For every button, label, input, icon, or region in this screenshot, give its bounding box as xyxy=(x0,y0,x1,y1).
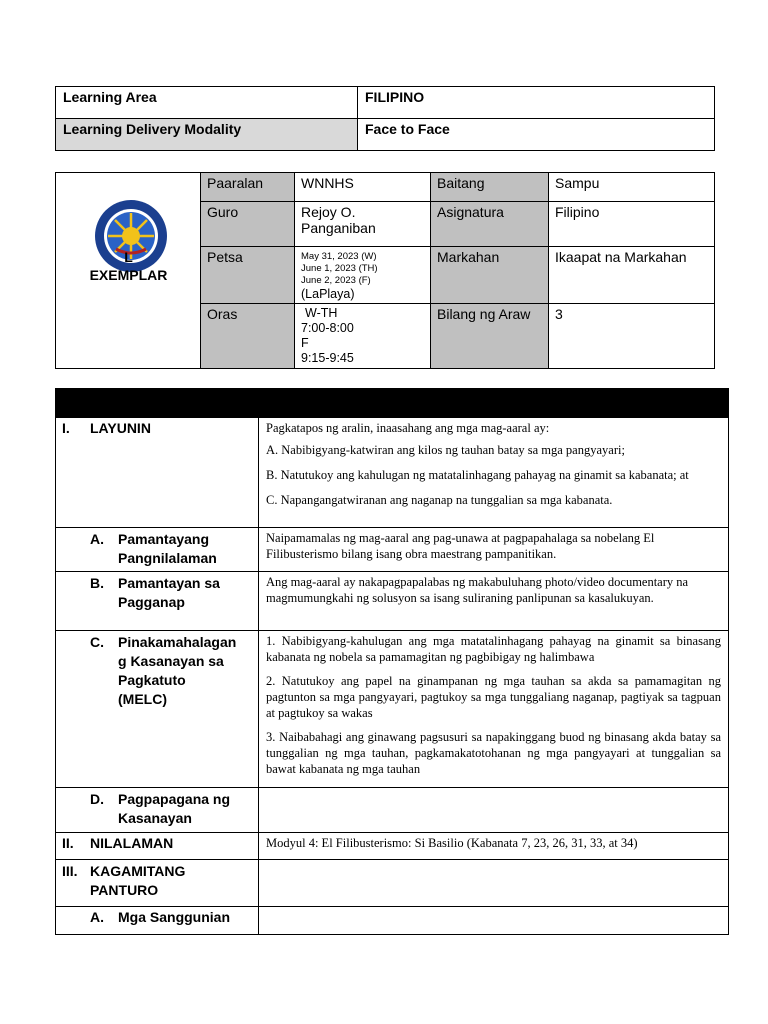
petsa-date-1: May 31, 2023 (W) xyxy=(301,251,377,262)
sanggunian-letter: A. xyxy=(90,909,104,925)
sanggunian-content xyxy=(259,907,729,935)
kagamitan-content xyxy=(259,860,729,907)
layunin-item-c: C. Napangangatwiranan ang naganap na tunggalian sa mga kabanata. xyxy=(266,493,613,507)
baitang-label: Baitang xyxy=(431,173,549,202)
logo-text-line1: L xyxy=(124,249,133,265)
nilalaman-text: Modyul 4: El Filibusterismo: Si Basilio (Kabanata 7, 23, 26, 31, 33, at 34) xyxy=(259,833,729,860)
learning-area-table xyxy=(55,86,715,151)
pamantayang-pangnilalaman-letter: A. xyxy=(90,531,104,547)
kagamitan-label-cell xyxy=(56,860,259,907)
asignatura-value: Filipino xyxy=(549,202,715,247)
melc-letter: C. xyxy=(90,634,104,650)
pamantayan-pagganap-label-cell xyxy=(56,572,259,631)
layunin-intro: Pagkatapos ng aralin, inaasahang ang mga mag-aaral ay: xyxy=(266,421,550,435)
header-bar-row xyxy=(56,389,729,418)
pagpapagana-label-line-1: Pagpapagana ng xyxy=(118,791,231,807)
petsa-location: (LaPlaya) xyxy=(301,287,355,301)
paaralan-value: WNNHS xyxy=(295,173,431,202)
markahan-label: Markahan xyxy=(431,247,549,304)
melc-label-cell xyxy=(56,631,259,788)
pagpapagana-row xyxy=(56,788,729,833)
melc-item-3: 3. Naibabahagi ang ginawang pagsusuri sa napakinggang buod ng binasang akda batay sa tunggalian ng mga tauhan, pagkamakatotohanan ng mga pangyayari at tunggalian sa bawat kabanata ng mga tauhan xyxy=(266,730,721,776)
guro-label: Guro xyxy=(201,202,295,247)
nilalaman-label-cell xyxy=(56,833,259,860)
layunin-label-cell xyxy=(56,418,259,528)
logo-text-line2: EXEMPLAR xyxy=(89,267,168,283)
layunin-num: I. xyxy=(62,420,70,436)
oras-line-4: 9:15-9:45 xyxy=(301,351,354,365)
modality-value: Face to Face xyxy=(358,119,715,151)
nilalaman-num: II. xyxy=(62,835,74,851)
kagamitan-label-line-2: PANTURO xyxy=(90,882,159,898)
pamantayan-pagganap-row xyxy=(56,572,729,631)
school-info-table xyxy=(55,172,715,369)
layunin-content xyxy=(259,418,729,528)
asignatura-label: Asignatura xyxy=(431,202,549,247)
melc-content xyxy=(259,631,729,788)
pamantayan-pagganap-letter: B. xyxy=(90,575,104,591)
oras-value xyxy=(295,304,431,369)
learning-area-row xyxy=(56,87,715,119)
lesson-plan-table xyxy=(55,388,729,935)
learning-area-value: FILIPINO xyxy=(358,87,715,119)
sanggunian-row xyxy=(56,907,729,935)
petsa-value xyxy=(295,247,431,304)
melc-item-2: 2. Natutukoy ang papel na ginampanan ng mga tauhan sa akda sa pamamagitan ng pagtunton sa mga pangyayari, pagtukoy sa mga tunggaliang naganap, pagtiyak sa tagpuan at pagtukoy sa wakas xyxy=(266,674,721,720)
kagamitan-row xyxy=(56,860,729,907)
pamantayan-pagganap-label: Pamantayan sa Pagganap xyxy=(118,575,220,610)
pamantayan-pagganap-text: Ang mag-aaral ay nakapagpapalabas ng makabuluhang photo/video documentary na magmumungkahi ng solusyon sa isang suliraning panlipunan sa kasalukuyan. xyxy=(259,572,729,631)
paaralan-label: Paaralan xyxy=(201,173,295,202)
oras-line-3: F xyxy=(301,336,309,350)
petsa-label: Petsa xyxy=(201,247,295,304)
melc-label-line-4: (MELC) xyxy=(118,691,167,707)
pagpapagana-letter: D. xyxy=(90,791,104,807)
pamantayang-pangnilalaman-label-cell xyxy=(56,528,259,572)
melc-label-line-2: g Kasanayan sa xyxy=(118,653,224,669)
melc-label-line-1: Pinakamahalagan xyxy=(118,634,237,650)
melc-item-1: 1. Nabibigyang-kahulugan ang mga matatalinhagang pahayag na ginamit sa binasang kabanata ng nobela sa pamamagitan ng pagbibigay ng halimbawa xyxy=(266,634,721,664)
melc-row xyxy=(56,631,729,788)
modality-row xyxy=(56,119,715,151)
petsa-date-2: June 1, 2023 (TH) xyxy=(301,263,378,274)
pagpapagana-label-line-2: Kasanayan xyxy=(118,810,192,826)
markahan-value: Ikaapat na Markahan xyxy=(549,247,715,304)
logo-cell xyxy=(56,173,201,369)
oras-label: Oras xyxy=(201,304,295,369)
layunin-item-b: B. Natutukoy ang kahulugan ng matatalinhagang pahayag na ginamit sa kabanata; at xyxy=(266,468,689,482)
bilang-value: 3 xyxy=(549,304,715,369)
baitang-value: Sampu xyxy=(549,173,715,202)
layunin-row xyxy=(56,418,729,528)
oras-line-2: 7:00-8:00 xyxy=(301,321,354,335)
petsa-date-3: June 2, 2023 (F) xyxy=(301,275,371,286)
modality-label: Learning Delivery Modality xyxy=(56,119,358,151)
sanggunian-label-cell xyxy=(56,907,259,935)
guro-value: Rejoy O. Panganiban xyxy=(295,202,431,247)
nilalaman-label: NILALAMAN xyxy=(90,835,174,851)
header-bar xyxy=(56,389,729,418)
pagpapagana-content xyxy=(259,788,729,833)
pamantayang-pangnilalaman-text: Naipamamalas ng mag-aaral ang pag-unawa at pagpapahalaga sa nobelang El Filibusterismo bilang isang obra maestrang pampanitikan. xyxy=(259,528,729,572)
layunin-item-a: A. Nabibigyang-katwiran ang kilos ng tauhan batay sa mga pangyayari; xyxy=(266,443,625,457)
kagamitan-num: III. xyxy=(62,863,78,879)
melc-label-line-3: Pagkatuto xyxy=(118,672,186,688)
pamantayang-pangnilalaman-row xyxy=(56,528,729,572)
nilalaman-row xyxy=(56,833,729,860)
kagamitan-label-line-1: KAGAMITANG xyxy=(90,863,186,879)
oras-line-1: W-TH xyxy=(305,306,338,320)
pagpapagana-label-cell xyxy=(56,788,259,833)
pamantayang-pangnilalaman-label: Pamantayang Pangnilalaman xyxy=(118,531,217,566)
learning-area-label: Learning Area xyxy=(56,87,358,119)
bilang-label: Bilang ng Araw xyxy=(431,304,549,369)
sanggunian-label: Mga Sanggunian xyxy=(118,909,230,925)
layunin-label: LAYUNIN xyxy=(90,420,151,436)
